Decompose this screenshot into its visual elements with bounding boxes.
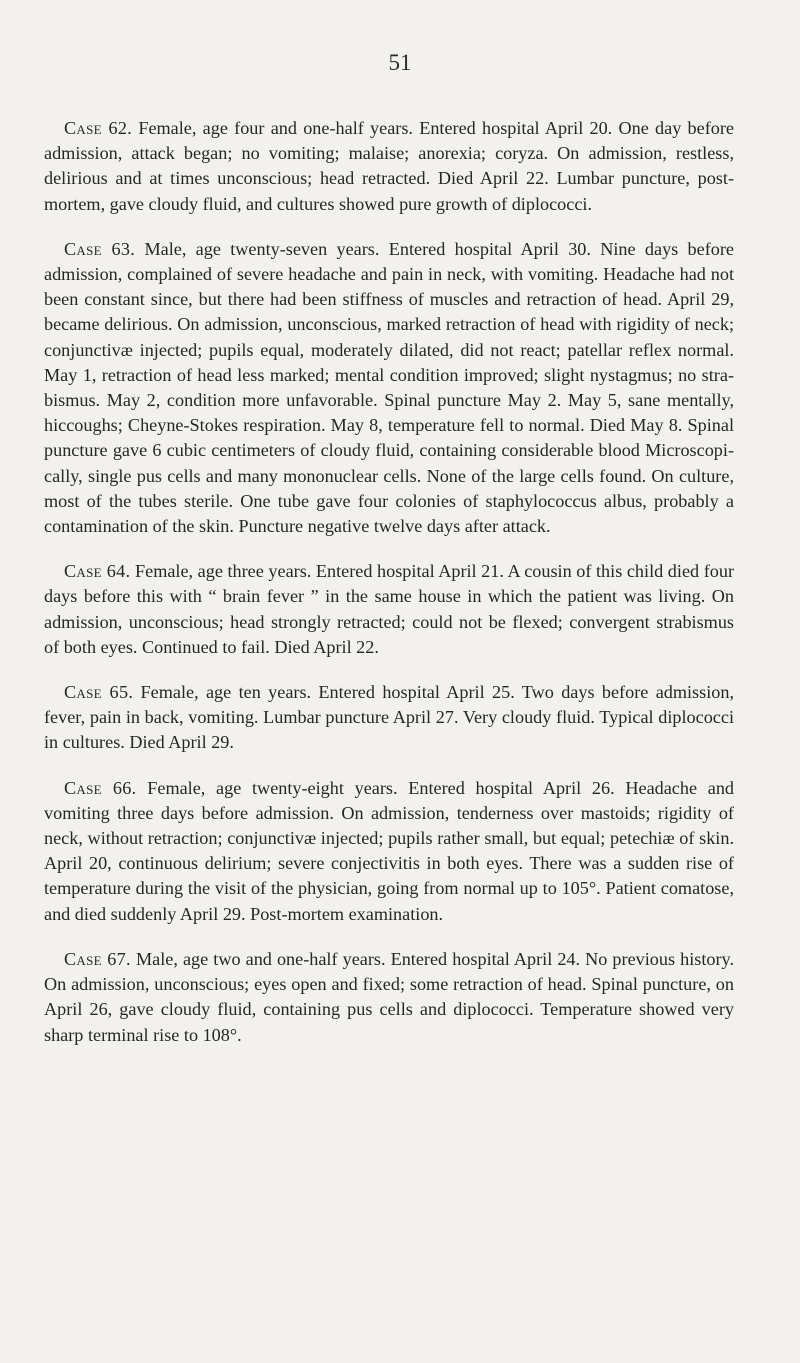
case-label: Case 63. (64, 238, 136, 259)
case-paragraph-66 (44, 776, 734, 927)
case-list (44, 116, 734, 1068)
case-text: Female, age twenty-eight years. Entered hospital April 26. Headache and vomiting three days before admission. On admission, tenderness over mastoids; rigidity of neck, without retraction; conjunctivæ injected; pupils rather small, but equal; petechiæ of skin. April 20, continuous delirium; severe conjectivitis in both eyes. There was a sudden rise of temperature during the visit of the physician, going from normal up to 105°. Patient comatose, and died suddenly April 29. Post-mortem examination. (44, 777, 735, 924)
page-number: 51 (388, 50, 412, 75)
case-paragraph-67 (44, 947, 734, 1048)
case-label: Case 65. (64, 682, 134, 703)
case-paragraph-62 (44, 116, 734, 217)
case-text: Male, age two and one-half years. Entered hospital April 24. No previous history. On admission, unconscious; eyes open and fixed; some retraction of head. Spinal puncture, on April 26, gave cloudy fluid, containing pus cells and diplococci. Temperature showed very sharp terminal rise to 108°. (44, 948, 735, 1045)
case-label: Case 66. (64, 777, 137, 798)
case-label: Case 62. (64, 118, 133, 138)
case-text: Female, age three years. Entered hospital April 21. A cousin of this child died four days before this with “ brain fever ” in the same house in which the patient was living. On admission, unconscious; head strongly retracted; could not be flexed; convergent strabismus of both eyes. Continued to fail. Died April 22. (44, 561, 735, 657)
case-text: Male, age twenty-seven years. Entered hospital April 30. Nine days before admission, complained of severe headache and pain in neck, with vomiting. Headache had not been constant since, but there had been stiffness of muscles and retraction of head. April 29, became delirious. On admission, unconscious, marked retraction of head with rigidity of neck; conjunctivæ injected; pupils equal, moderately dilated, did not react; patellar reflex normal. May 1, retraction of head less marked; mental condition improved; slight nystagmus; no strabismus. May 2, condition more unfavorable. Spinal puncture May 2. May 5, sane mentally, hiccoughs; Cheyne-Stokes respiration. May 8, temperature fell to normal. Died May 8. Spinal puncture gave 6 cubic centimeters of cloudy fluid, containing considerable blood Microscopically, single pus cells and many mononuclear cells. None of the large cells found. On culture, most of the tubes sterile. One tube gave four colonies of staphylococcus albus, probably a contamination of the skin. Puncture negative twelve days after attack. (44, 238, 734, 537)
case-text: Female, age four and one-half years. Entered hospital April 20. One day before admission, attack began; no vomiting; malaise; anorexia; coryza. On admission, restless, delirious and at times unconscious; head retracted. Died April 22. Lumbar puncture, postmortem, gave cloudy fluid, and cultures showed pure growth of diplococci. (44, 118, 734, 214)
case-paragraph-65 (44, 680, 734, 756)
case-paragraph-63 (44, 237, 734, 539)
case-paragraph-64 (44, 559, 734, 660)
case-label: Case 67. (64, 948, 131, 969)
case-text: Female, age ten years. Entered hospital April 25. Two days before admission, fever, pain in back, vomiting. Lumbar puncture April 27. Very cloudy fluid. Typical diplococci in cultures. Died April 29. (44, 682, 734, 753)
case-label: Case 64. (64, 561, 131, 582)
